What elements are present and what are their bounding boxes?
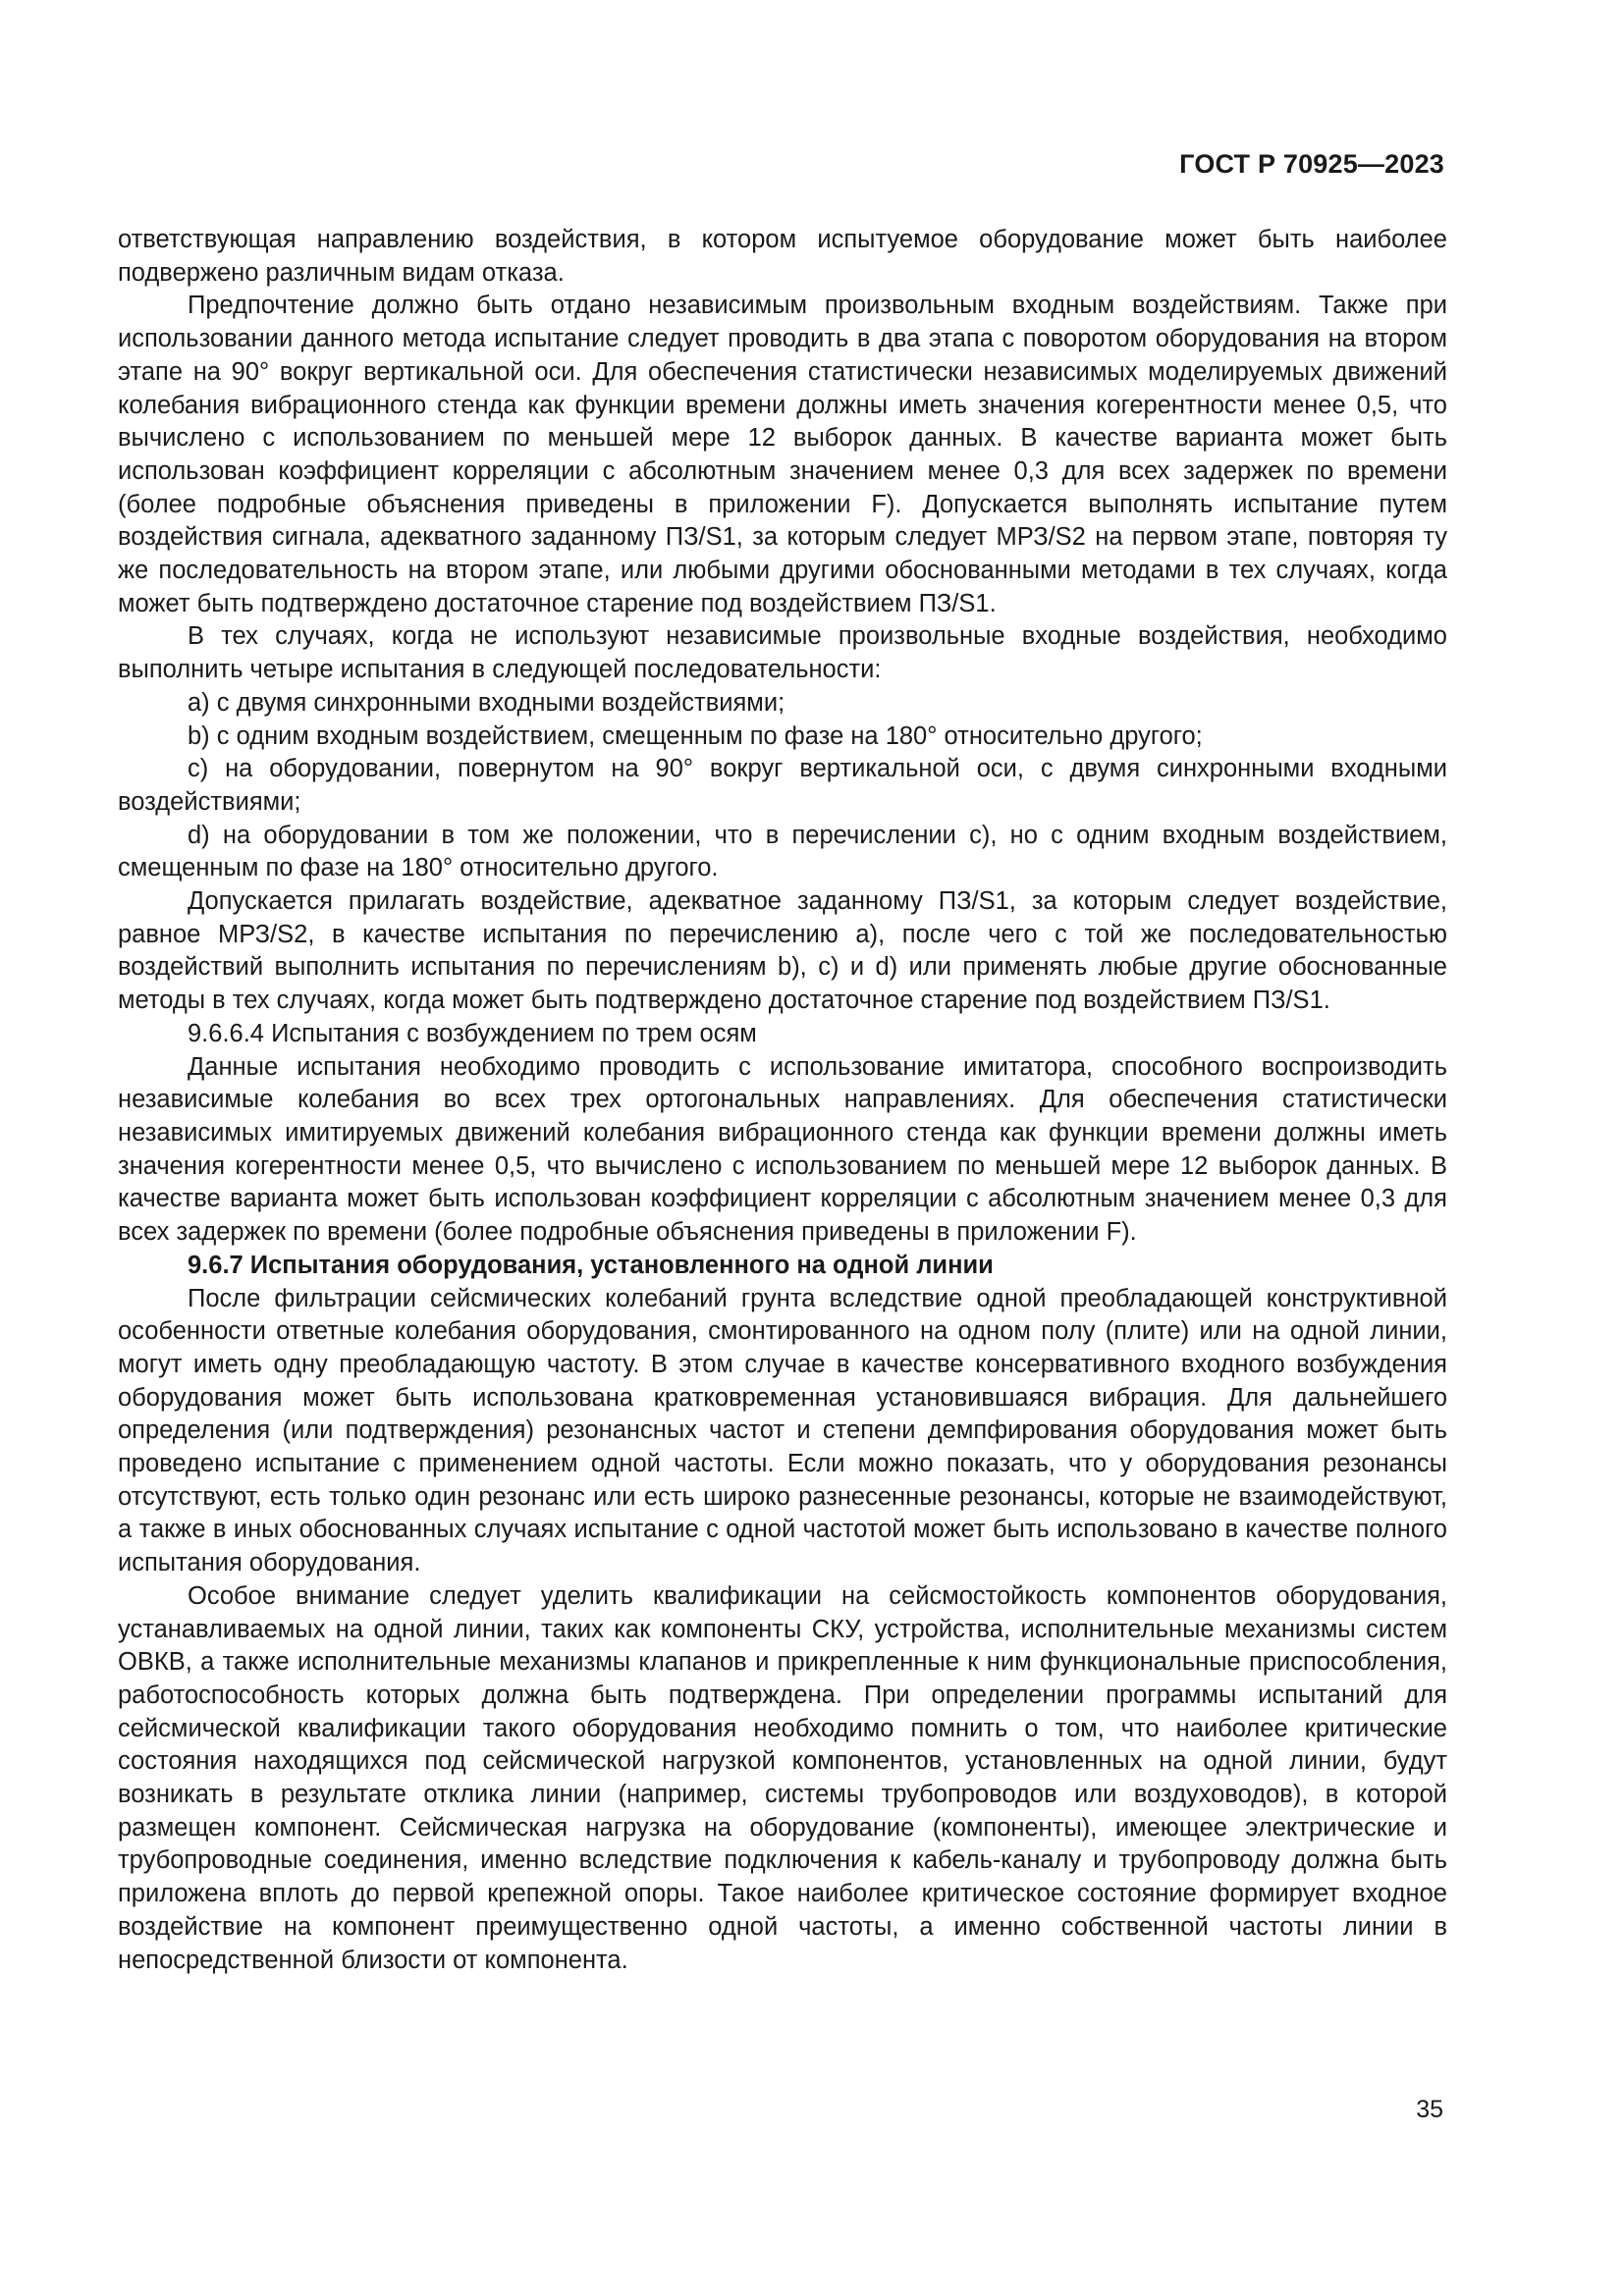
section-heading-9-6-7: 9.6.7 Испытания оборудования, установленного на одной линии — [188, 1251, 994, 1279]
list-item-d: d) на оборудовании в том же положении, что в перечислении c), но с одним входным воздействием, смещенным по фазе на 180° относительно другого. — [118, 821, 1447, 882]
list-item-c: c) на оборудовании, повернутом на 90° вокруг вертикальной оси, с двумя синхронными входными воздействиями; — [118, 755, 1447, 816]
body-text — [118, 224, 1447, 1977]
paragraph-allowed-sequence: Допускается прилагать воздействие, адекватное заданному ПЗ/S1, за которым следует воздействие, равное МРЗ/S2, в качестве испытания по перечислению a), после чего с той же последовательностью воздействий выполнить испытания по перечислениям b), c) и d) или применять любые другие обоснованные методы в тех случаях, когда может быть подтверждено достаточное старение под воздействием ПЗ/S1. — [118, 887, 1447, 1015]
paragraph-special-attention: Особое внимание следует уделить квалификации на сейсмостойкость компонентов оборудования, устанавливаемых на одной линии, таких как компоненты СКУ, устройства, исполнительные механизмы систем ОВКВ, а также исполнительные механизмы клапанов и прикрепленные к ним функциональные приспособления, работоспособность которых должна быть подтверждена. При определении программы испытаний для сейсмической квалификации такого оборудования необходимо помнить о том, что наиболее критические состояния находящихся под сейсмической нагрузкой компонентов, установленных на одной линии, будут возникать в результате отклика линии (например, системы трубопроводов или воздуховодов), в которой размещен компонент. Сейсмическая нагрузка на оборудование (компоненты), имеющее электрические и трубопроводные соединения, именно вследствие подключения к кабель-каналу и трубопроводу должна быть приложена вплоть до первой крепежной опоры. Такое наиболее критическое состояние формирует входное воздействие на компонент преимущественно одной частоты, а именно собственной частоты линии в непосредственной близости от компонента. — [118, 1581, 1447, 1974]
subsection-heading-9-6-6-4: 9.6.6.4 Испытания с возбуждением по трем осям — [188, 1019, 757, 1047]
paragraph-continuation: ответствующая направлению воздействия, в котором испытуемое оборудование может быть наиболее подвержено различным видам отказа. — [118, 226, 1447, 287]
paragraph-four-tests: В тех случаях, когда не используют независимые произвольные входные воздействия, необходимо выполнить четыре испытания в следующей последовательности: — [118, 622, 1447, 684]
standard-header: ГОСТ Р 70925—2023 — [1179, 149, 1444, 179]
paragraph-preference: Предпочтение должно быть отдано независимым произвольным входным воздействиям. Также при использовании данного метода испытание следует проводить в два этапа с поворотом оборудования на втором этапе на 90° вокруг вертикальной оси. Для обеспечения статистически независимых моделируемых движений колебания вибрационного стенда как функции времени должны иметь значения когерентности менее 0,5, что вычислено с использованием по меньшей мере 12 выборок данных. В качестве варианта может быть использован коэффициент корреляции с абсолютным значением менее 0,3 для всех задержек по времени (более подробные объяснения приведены в приложении F). Допускается выполнять испытание путем воздействия сигнала, адекватного заданному ПЗ/S1, за которым следует МРЗ/S2 на первом этапе, повторяя ту же последовательность на втором этапе, или любыми другими обоснованными методами в тех случаях, когда может быть подтверждено достаточное старение под воздействием ПЗ/S1. — [118, 292, 1447, 617]
paragraph-filtering: После фильтрации сейсмических колебаний грунта вследствие одной преобладающей конструктивной особенности ответные колебания оборудования, смонтированного на одном полу (плите) или на одной линии, могут иметь одну преобладающую частоту. В этом случае в качестве консервативного входного возбуждения оборудования может быть использована кратковременная установившаяся вибрация. Для дальнейшего определения (или подтверждения) резонансных частот и степени демпфирования оборудования может быть проведено испытание с применением одной частоты. Если можно показать, что у оборудования резонансы отсутствуют, есть только один резонанс или есть широко разнесенные резонансы, которые не взаимодействуют, а также в иных обоснованных случаях испытание с одной частотой может быть использовано в качестве полного испытания оборудования. — [118, 1284, 1447, 1577]
list-item-a: a) с двумя синхронными входными воздействиями; — [188, 688, 785, 717]
paragraph-triaxial: Данные испытания необходимо проводить с использование имитатора, способного воспроизводить независимые колебания во всех трех ортогональных направлениях. Для обеспечения статистически независимых имитируемых движений колебания вибрационного стенда как функции времени должны иметь значения когерентности менее 0,5, что вычислено с использованием по меньшей мере 12 выборок данных. В качестве варианта может быть использован коэффициент корреляции с абсолютным значением менее 0,3 для всех задержек по времени (более подробные объяснения приведены в приложении F). — [118, 1052, 1447, 1247]
list-item-b: b) с одним входным воздействием, смещенным по фазе на 180° относительно другого; — [188, 721, 1203, 750]
page-number: 35 — [1416, 2096, 1443, 2123]
